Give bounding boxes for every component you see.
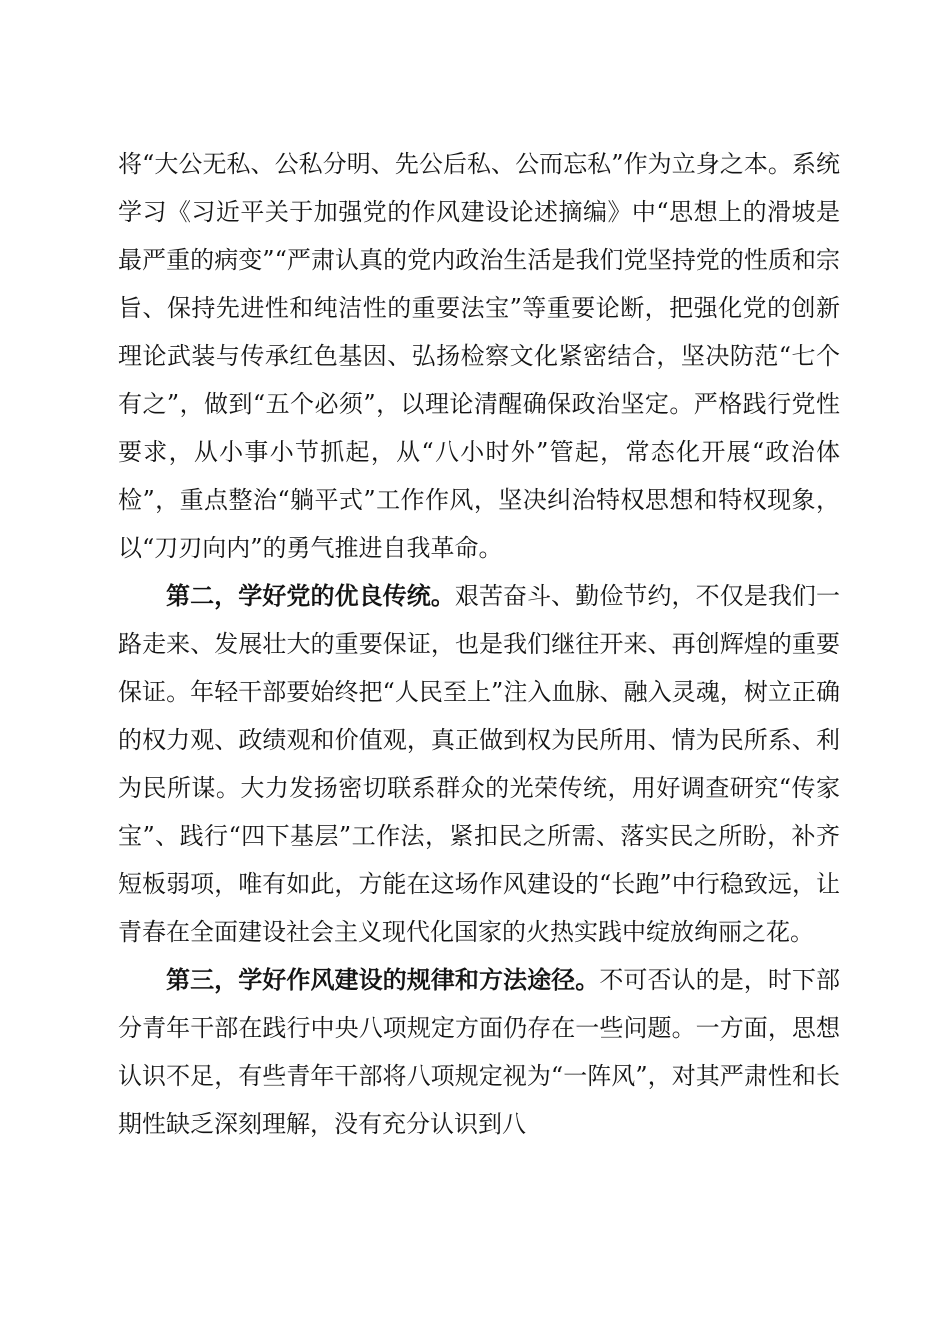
- paragraph-1: [118, 140, 840, 572]
- paragraph-3-text: 不可否认的是，时下部分青年干部在践行中央八项规定方面仍存在一些问题。一方面，思想认识不足，有些青年干部将八项规定视为“一阵风”，对其严肃性和长期性缺乏深刻理解，没有充分认识到八: [118, 966, 841, 1138]
- paragraph-3: [118, 956, 840, 1148]
- paragraph-3-lead: 第三，学好作风建设的规律和方法途径。: [166, 965, 600, 994]
- paragraph-2-lead: 第二，学好党的优良传统。: [166, 581, 455, 610]
- paragraph-1-text: 将“大公无私、公私分明、先公后私、公而忘私”作为立身之本。系统学习《习近平关于加强党的作风建设论述摘编》中“思想上的滑坡是最严重的病变”“严肃认真的党内政治生活是我们党坚持党的性质和宗旨、保持先进性和纯洁性的重要法宝”等重要论断，把强化党的创新理论武装与传承红色基因、弘扬检察文化紧密结合，坚决防范“七个有之”，做到“五个必须”，以理论清醒确保政治坚定。严格践行党性要求，从小事小节抓起，从“八小时外”管起，常态化开展“政治体检”，重点整治“躺平式”工作作风，坚决纠治特权思想和特权现象，以“刀刃向内”的勇气推进自我革命。: [118, 150, 840, 562]
- paragraph-2-text: 艰苦奋斗、勤俭节约，不仅是我们一路走来、发展壮大的重要保证，也是我们继往开来、再创辉煌的重要保证。年轻干部要始终把“人民至上”注入血脉、融入灵魂，树立正确的权力观、政绩观和价值观，真正做到权为民所用、情为民所系、利为民所谋。大力发扬密切联系群众的光荣传统，用好调查研究“传家宝”、践行“四下基层”工作法，紧扣民之所需、落实民之所盼，补齐短板弱项，唯有如此，方能在这场作风建设的“长跑”中行稳致远，让青春在全面建设社会主义现代化国家的火热实践中绽放绚丽之花。: [118, 582, 841, 946]
- document-body: [118, 140, 840, 1148]
- paragraph-2: [118, 572, 840, 956]
